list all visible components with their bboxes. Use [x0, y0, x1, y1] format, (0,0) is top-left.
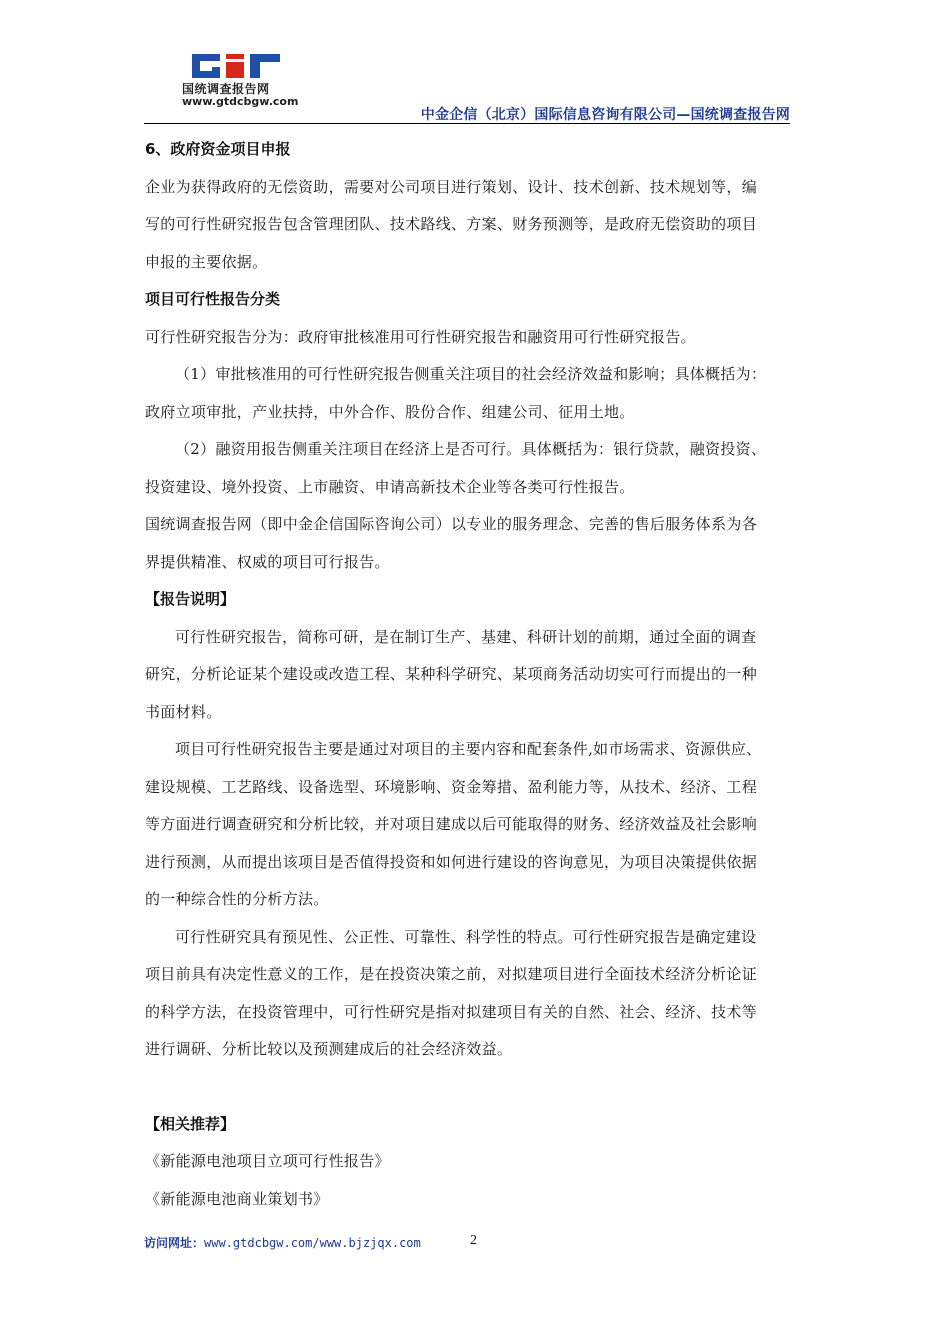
paragraph-line: （2）融资用报告侧重关注项目在经济上是否可行。具体概括为：银行贷款，融资投资、	[175, 440, 767, 458]
paragraph-line: 投资建设、境外投资、上市融资、申请高新技术企业等各类可行性报告。	[145, 477, 635, 496]
section-title-report-note: 【报告说明】	[145, 590, 236, 608]
paragraph-line: 项目前具有决定性意义的工作，是在投资决策之前，对拟建项目进行全面技术经济分析论证	[145, 965, 758, 983]
paragraph-line: 研究，分析论证某个建设或改造工程、某种科学研究、某项商务活动切实可行而提出的一种	[145, 665, 758, 683]
footer-label: 访问网址：	[144, 1236, 205, 1250]
footer-url-link[interactable]: www.gtdcbgw.com/www.bjzjqx.com	[204, 1236, 421, 1250]
logo-url: www.gtdcbgw.com	[182, 95, 299, 108]
footer-urls	[144, 1234, 421, 1251]
paragraph-line: 政府立项审批，产业扶持，中外合作、股份合作、组建公司、征用土地。	[145, 402, 635, 421]
logo-chinese-name: 国统调查报告网	[182, 82, 270, 96]
paragraph-line: 的科学方法，在投资管理中，可行性研究是指对拟建项目有关的自然、社会、经济、技术等	[145, 1002, 758, 1021]
paragraph-line: 进行预测，从而提出该项目是否值得投资和如何进行建设的咨询意见，为项目决策提供依据	[145, 852, 758, 871]
paragraph-line: 项目可行性研究报告主要是通过对项目的主要内容和配套条件,如市场需求、资源供应、	[175, 740, 762, 758]
paragraph-line: 书面材料。	[145, 702, 222, 721]
header-divider	[144, 123, 790, 124]
paragraph-line: 申报的主要依据。	[145, 252, 268, 271]
paragraph-line: 可行性研究报告分为：政府审批核准用可行性研究报告和融资用可行性研究报告。	[145, 327, 696, 346]
paragraph-line: 等方面进行调查研究和分析比较，并对项目建成以后可能取得的财务、经济效益及社会影响	[145, 815, 758, 833]
paragraph-line: 的一种综合性的分析方法。	[145, 890, 329, 908]
section-title-classification: 项目可行性报告分类	[145, 290, 281, 308]
paragraph-line: 进行调研、分析比较以及预测建成后的社会经济效益。	[145, 1040, 513, 1058]
section-title-related: 【相关推荐】	[145, 1114, 236, 1133]
paragraph-line: 建设规模、工艺路线、设备选型、环境影响、资金筹措、盈利能力等，从技术、经济、工程	[145, 777, 758, 796]
page-number: 2	[470, 1233, 477, 1248]
gtr-logo-mark-icon	[190, 50, 282, 80]
related-report-link[interactable]: 《新能源电池商业策划书》	[145, 1189, 329, 1208]
paragraph-line: （1）审批核准用的可行性研究报告侧重关注项目的社会经济效益和影响；具体概括为：	[175, 365, 767, 383]
section-title-government-funding: 6、政府资金项目申报	[145, 140, 291, 158]
paragraph-line: 可行性研究具有预见性、公正性、可靠性、科学性的特点。可行性研究报告是确定建设	[175, 927, 757, 946]
company-logo[interactable]	[176, 50, 306, 112]
paragraph-line: 写的可行性研究报告包含管理团队、技术路线、方案、财务预测等，是政府无偿资助的项目	[145, 215, 758, 233]
paragraph-line: 国统调查报告网（即中金企信国际咨询公司）以专业的服务理念、完善的售后服务体系为各	[145, 515, 758, 533]
paragraph-line: 可行性研究报告，简称可研，是在制订生产、基建、科研计划的前期，通过全面的调查	[175, 627, 757, 646]
related-report-link[interactable]: 《新能源电池项目立项可行性报告》	[145, 1152, 390, 1170]
header-company-name: 中金企信（北京）国际信息咨询有限公司—国统调查报告网	[420, 107, 790, 123]
paragraph-line: 企业为获得政府的无偿资助，需要对公司项目进行策划、设计、技术创新、技术规划等，编	[145, 177, 758, 196]
document-body	[145, 131, 821, 1218]
spacer	[145, 1069, 821, 1106]
paragraph-line: 界提供精准、权威的项目可行报告。	[145, 552, 390, 571]
